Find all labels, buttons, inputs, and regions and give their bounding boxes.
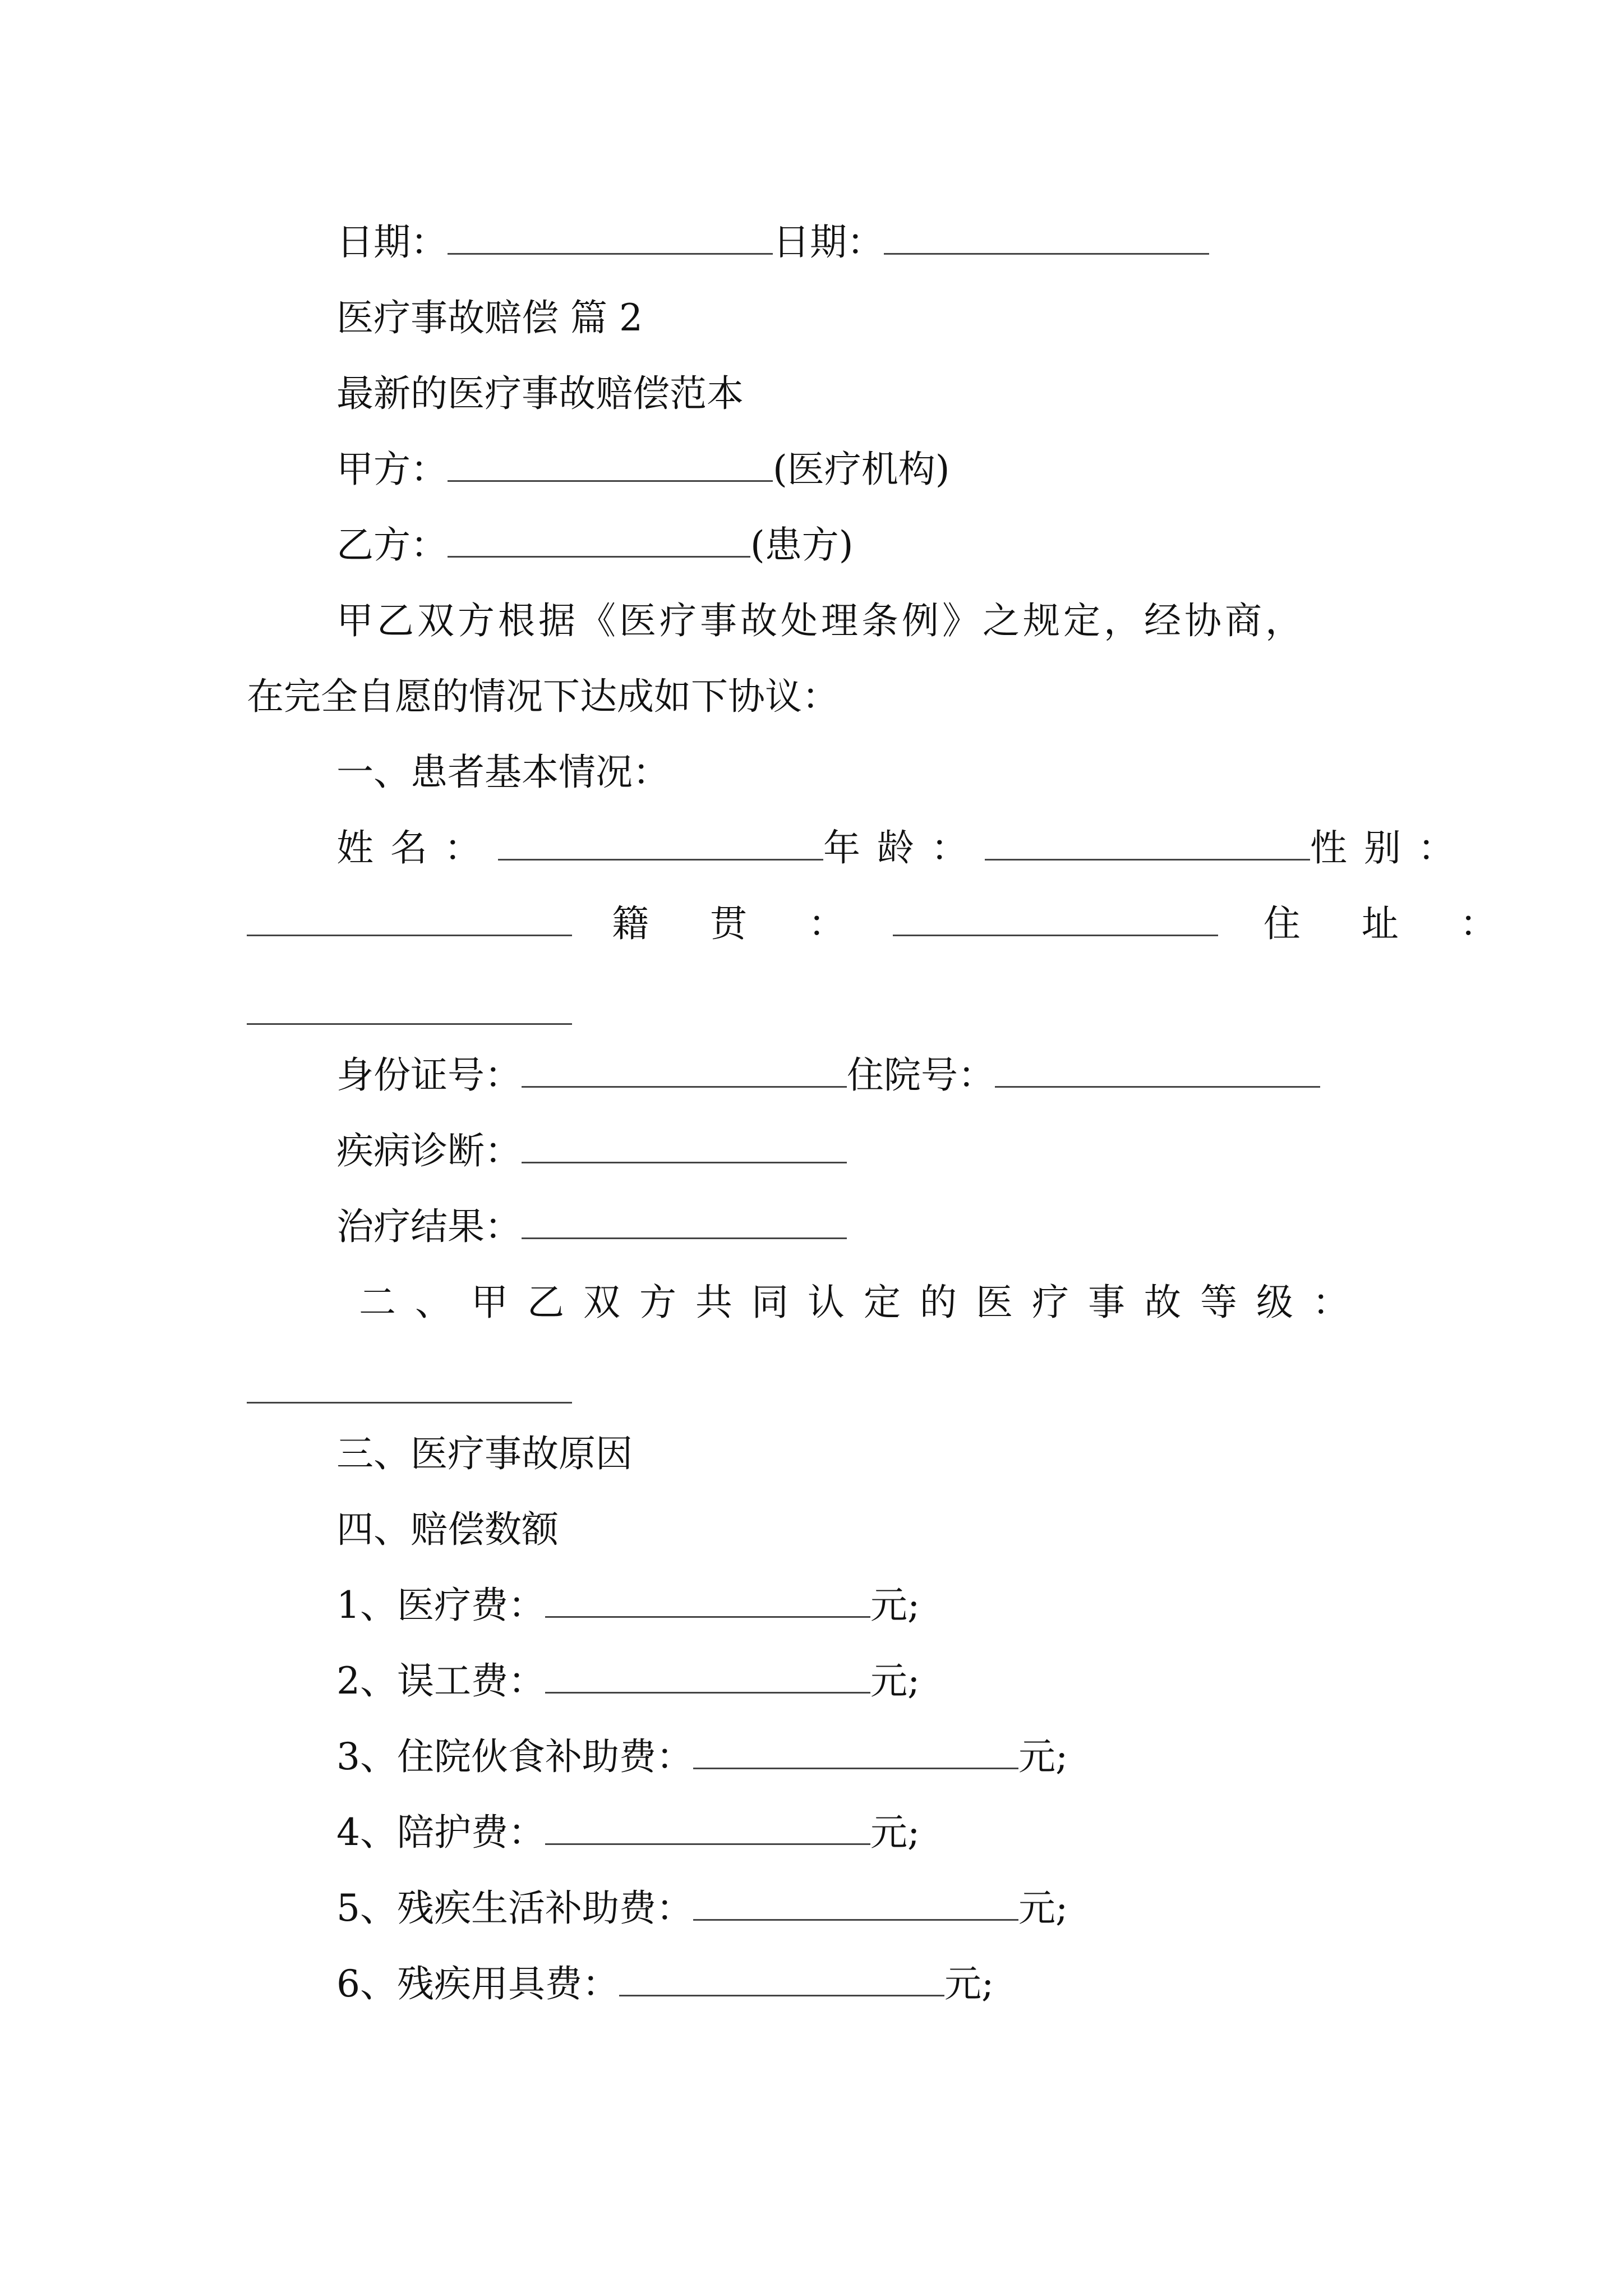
party-a-blank	[448, 449, 773, 482]
compensation-item	[336, 1962, 994, 2007]
section-heading: 医疗事故赔偿 篇 2	[336, 296, 643, 339]
gender-label: 性别：	[1310, 826, 1472, 869]
origin-label: 籍 贯 ：	[611, 902, 870, 945]
item-label: 3、住院伙食补助费：	[336, 1735, 693, 1778]
party-a-line	[336, 447, 950, 492]
result-line	[336, 1204, 847, 1249]
compensation-item	[336, 1810, 920, 1855]
item-unit: 元;	[944, 1962, 994, 2005]
id-label: 身份证号：	[336, 1053, 522, 1097]
section-2-title: 二、甲乙双方共同认定的医疗事故等级：	[359, 1281, 1368, 1324]
item-label: 1、医疗费：	[336, 1584, 545, 1627]
party-b-label: 乙方：	[336, 523, 448, 567]
item-unit: 元;	[870, 1584, 920, 1627]
party-b-line	[336, 523, 854, 568]
age-label: 年龄：	[823, 826, 985, 869]
name-blank	[498, 827, 823, 861]
id-blank	[522, 1055, 847, 1088]
origin-blank	[893, 903, 1218, 936]
diagnosis-line	[336, 1129, 847, 1174]
admission-label: 住院号：	[847, 1053, 995, 1097]
section-1-title: 一、患者基本情况：	[336, 751, 670, 794]
address-blank	[247, 1021, 572, 1025]
document-subtitle: 最新的医疗事故赔偿范本	[336, 372, 744, 415]
result-blank	[522, 1206, 847, 1239]
item-unit: 元;	[870, 1811, 920, 1854]
compensation-item	[336, 1734, 1068, 1779]
date-blank-1	[448, 222, 773, 255]
item-blank	[545, 1812, 870, 1845]
compensation-item	[336, 1659, 920, 1704]
address-label: 住 址 ：	[1263, 902, 1521, 945]
item-unit: 元;	[1018, 1887, 1068, 1930]
diagnosis-label: 疾病诊断：	[336, 1129, 522, 1172]
diagnosis-blank	[522, 1130, 847, 1163]
item-blank	[545, 1585, 870, 1618]
date-line	[336, 220, 1209, 265]
item-blank	[693, 1736, 1018, 1769]
item-label: 5、残疾生活补助费：	[336, 1887, 693, 1930]
compensation-item	[336, 1583, 920, 1628]
item-blank	[619, 1963, 944, 1996]
date-label-2: 日期：	[773, 220, 884, 264]
item-blank	[545, 1660, 870, 1694]
result-label: 治疗结果：	[336, 1205, 522, 1248]
party-a-label: 甲方：	[336, 448, 448, 491]
name-age-gender-line	[336, 826, 1472, 871]
date-blank-2	[884, 222, 1209, 255]
intro-line-2: 在完全自愿的情况下达成如下协议：	[247, 675, 839, 718]
party-a-suffix: (医疗机构)	[773, 448, 950, 491]
compensation-item	[336, 1886, 1068, 1931]
party-b-blank	[448, 524, 750, 558]
section-3-title: 三、医疗事故原因	[336, 1432, 633, 1475]
origin-address-line	[247, 901, 1521, 946]
party-b-suffix: (患方)	[750, 523, 854, 567]
gender-blank	[247, 903, 572, 936]
date-label-1: 日期：	[336, 220, 448, 264]
name-label: 姓名：	[336, 826, 498, 869]
section-4-title: 四、赔偿数额	[336, 1508, 559, 1551]
intro-line-1: 甲乙双方根据《医疗事故处理条例》之规定，经协商，	[336, 599, 1306, 642]
admission-blank	[995, 1055, 1320, 1088]
item-blank	[693, 1888, 1018, 1921]
item-unit: 元;	[1018, 1735, 1068, 1778]
item-label: 2、误工费：	[336, 1659, 545, 1703]
accident-level-blank	[247, 1400, 572, 1404]
item-label: 6、残疾用具费：	[336, 1962, 619, 2005]
id-admission-line	[336, 1053, 1320, 1098]
age-blank	[985, 827, 1310, 861]
item-label: 4、陪护费：	[336, 1811, 545, 1854]
item-unit: 元;	[870, 1659, 920, 1703]
